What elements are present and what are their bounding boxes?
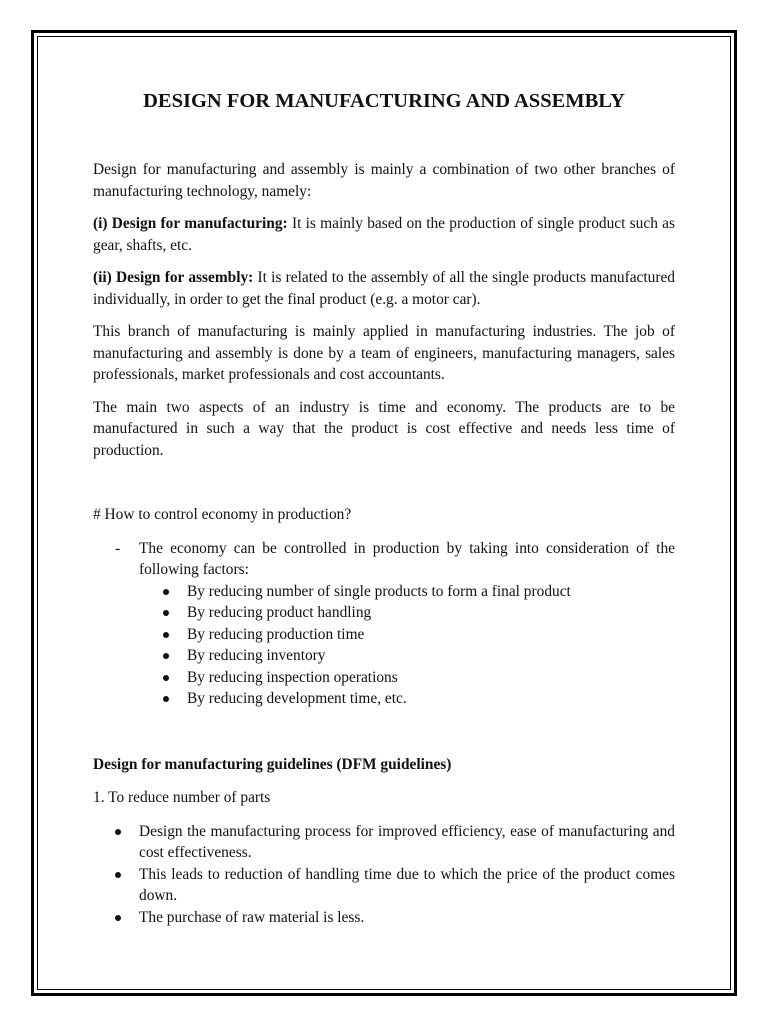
economy-intro: The economy can be controlled in production by taking into consideration of the following factors: [139, 539, 675, 578]
dfm-label: (i) Design for manufacturing: [93, 215, 288, 232]
intro-paragraph: Design for manufacturing and assembly is mainly a combination of two other branches of manufacturing technology, namely: [93, 161, 675, 200]
economy-heading: # How to control economy in production? [93, 506, 352, 523]
list-item: The purchase of raw material is less. [93, 907, 675, 929]
bullet-icon [163, 653, 169, 659]
bullet-icon [163, 610, 169, 616]
bullet-icon [163, 696, 169, 702]
guideline-item-1: 1. To reduce number of parts [93, 789, 271, 806]
dfm-definition [93, 213, 675, 256]
list-item: By reducing production time [139, 624, 675, 646]
bullet-icon [163, 675, 169, 681]
document-body [93, 159, 675, 928]
bullet-icon [163, 632, 169, 638]
dfa-text: It is related to the assembly of all the single products manufactured individually, in order to get the final product (e.g. a motor car). [93, 269, 675, 308]
economy-factors-list [139, 581, 675, 710]
list-item: By reducing number of single products to form a final product [139, 581, 675, 603]
list-item: By reducing development time, etc. [139, 688, 675, 710]
branch-paragraph: This branch of manufacturing is mainly applied in manufacturing industries. The job of manufacturing and assembly is done by a team of engineers, manufacturing managers, sales professionals, market professionals and cost accountants. [93, 323, 675, 383]
bullet-icon [163, 589, 169, 595]
list-item: Design the manufacturing process for improved efficiency, ease of manufacturing and cost effectiveness. [93, 821, 675, 864]
guideline-points-list [93, 821, 675, 929]
dfm-text: It is mainly based on the production of single product such as gear, shafts, etc. [93, 215, 675, 254]
aspects-paragraph: The main two aspects of an industry is time and economy. The products are to be manufactured in such a way that the product is cost effective and needs less time of production. [93, 398, 675, 459]
dash-marker: - [115, 539, 121, 557]
list-item: This leads to reduction of handling time due to which the price of the product comes down. [93, 864, 675, 907]
dfa-label: (ii) Design for assembly: [93, 269, 254, 286]
bullet-icon [115, 872, 121, 878]
page-title: DESIGN FOR MANUFACTURING AND ASSEMBLY [143, 90, 625, 112]
economy-dash-item [93, 538, 675, 710]
dfa-definition [93, 267, 675, 310]
bullet-icon [115, 829, 121, 835]
guidelines-heading: Design for manufacturing guidelines (DFM guidelines) [93, 755, 452, 773]
list-item: By reducing inventory [139, 645, 675, 667]
bullet-icon [115, 915, 121, 921]
list-item: By reducing inspection operations [139, 667, 675, 689]
list-item: By reducing product handling [139, 602, 675, 624]
